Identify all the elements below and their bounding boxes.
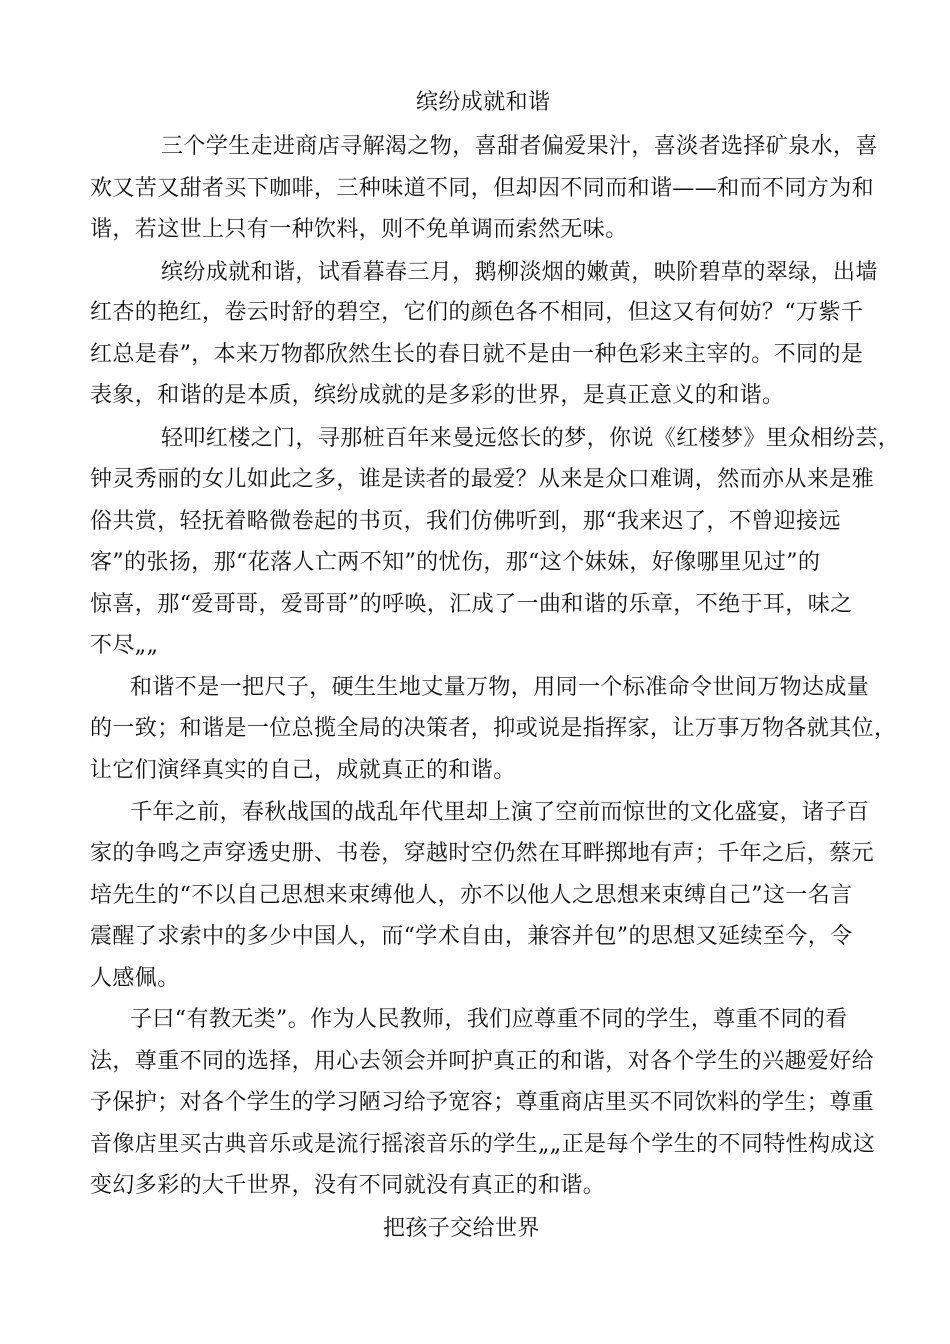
paragraph-4-line-3: 让它们演绎真实的自己，成就真正的和谐。 bbox=[90, 758, 516, 783]
paragraph-3-line-4: 客”的张扬，那“花落人亡两不知”的忧伤，那“这个妹妹，好像哪里见过”的 bbox=[90, 550, 821, 575]
paragraph-3-line-2: 钟灵秀丽的女儿如此之多，谁是读者的最爱？从来是众口难调，然而亦从来是雅 bbox=[90, 467, 875, 492]
paragraph-2-line-1: 缤纷成就和谐，试看暮春三月，鹅柳淡烟的嫩黄，映阶碧草的翠绿，出墙 bbox=[161, 260, 878, 285]
document-title: 缤纷成就和谐 bbox=[416, 90, 551, 115]
paragraph-2-line-4: 表象，和谐的是本质，缤纷成就的是多彩的世界，是真正意义的和谐。 bbox=[90, 383, 785, 408]
paragraph-3-line-6: 不尽„„ bbox=[90, 633, 159, 658]
paragraph-2-line-3: 红总是春”，本来万物都欣然生长的春日就不是由一种色彩来主宰的。不同的是 bbox=[90, 342, 864, 367]
paragraph-6-line-2: 法，尊重不同的选择，用心去领会并呵护真正的和谐，对各个学生的兴趣爱好给 bbox=[90, 1049, 875, 1074]
paragraph-5-line-4: 震醒了求索中的多少中国人，而“学术自由，兼容并包”的思想又延续至今，令 bbox=[90, 924, 853, 949]
paragraph-6-line-5: 变幻多彩的大千世界，没有不同就没有真正的和谐。 bbox=[90, 1173, 606, 1198]
paragraph-3-line-3: 俗共赏，轻抚着略微卷起的书页，我们仿佛听到，那“我来迟了，不曾迎接远 bbox=[90, 509, 841, 534]
paragraph-3-line-5: 惊喜，那“爱哥哥，爱哥哥”的呼唤，汇成了一曲和谐的乐章，不绝于耳，味之 bbox=[90, 592, 853, 617]
paragraph-5-line-1: 千年之前，春秋战国的战乱年代里却上演了空前而惊世的文化盛宴，诸子百 bbox=[130, 800, 870, 825]
paragraph-6-line-3: 予保护；对各个学生的学习陋习给予宽容；尊重商店里买不同饮料的学生；尊重 bbox=[90, 1090, 875, 1115]
paragraph-1-line-1: 三个学生走进商店寻解渴之物，喜甜者偏爱果汁，喜淡者选择矿泉水，喜 bbox=[161, 134, 878, 159]
next-section-title: 把孩子交给世界 bbox=[383, 1216, 540, 1241]
paragraph-6-line-1: 子曰“有教无类”。作为人民教师，我们应尊重不同的学生，尊重不同的看 bbox=[130, 1007, 848, 1032]
paragraph-1-line-3: 谐，若这世上只有一种饮料，则不免单调而索然无味。 bbox=[90, 217, 628, 242]
paragraph-5-line-5: 人感佩。 bbox=[90, 966, 180, 991]
paragraph-4-line-1: 和谐不是一把尺子，硬生生地丈量万物，用同一个标准命令世间万物达成量 bbox=[130, 675, 870, 700]
paragraph-5-line-3: 培先生的“不以自己思想来束缚他人，亦不以他人之思想来束缚自己”这一名言 bbox=[90, 883, 853, 908]
paragraph-6-line-4: 音像店里买古典音乐或是流行摇滚音乐的学生„„正是每个学生的不同特性构成这 bbox=[90, 1132, 876, 1157]
paragraph-1-line-2: 欢又苦又甜者买下咖啡，三种味道不同，但却因不同而和谐——和而不同方为和 bbox=[90, 176, 875, 201]
paragraph-3-line-1: 轻叩红楼之门，寻那桩百年来曼远悠长的梦，你说《红楼梦》里众相纷芸， bbox=[161, 426, 901, 451]
paragraph-5-line-2: 家的争鸣之声穿透史册、书卷，穿越时空仍然在耳畔掷地有声；千年之后，蔡元 bbox=[90, 841, 875, 866]
paragraph-4-line-2: 的一致；和谐是一位总揽全局的决策者，抑或说是指挥家，让万事万物各就其位， bbox=[90, 716, 897, 741]
paragraph-2-line-2: 红杏的艳红，卷云时舒的碧空，它们的颜色各不相同，但这又有何妨？“万紫千 bbox=[90, 300, 864, 325]
